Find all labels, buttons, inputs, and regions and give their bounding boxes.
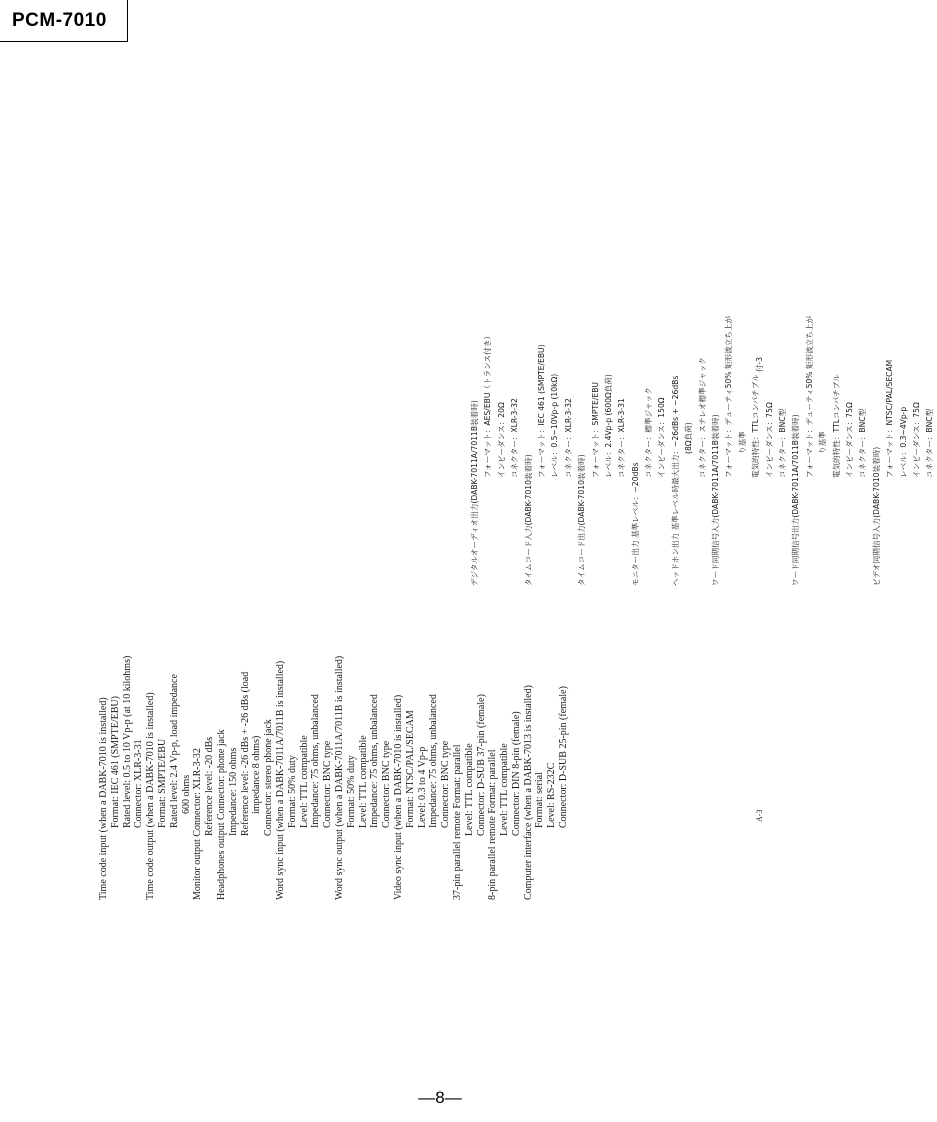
japanese-spec-line: インピーダンス：75Ω — [764, 402, 774, 478]
english-spec-line: Connector: D-SUB 37-pin (female) — [475, 694, 487, 836]
japanese-spec-line: 電気的特性：TTLコンパチブル — [831, 374, 841, 478]
model-title: PCM-7010 — [12, 10, 107, 31]
english-spec-line: Reference level: -26 dBs + -26 dBs (load — [239, 671, 251, 836]
english-spec-line: Impedance: 75 ohms, unbalanced — [428, 694, 440, 828]
japanese-spec-line: インピーダンス：150Ω — [657, 397, 667, 478]
japanese-spec-line: フォーマット：デューティ50% 矩形波立ち上が — [724, 315, 734, 478]
japanese-spec-line: (8Ω負荷) — [684, 422, 694, 454]
english-page-label: A-3 — [755, 809, 764, 822]
english-spec-line: Format: serial — [534, 772, 546, 828]
japanese-spec-line: インピーダンス：75Ω — [911, 402, 921, 478]
english-spec-line: Format: 50% duty — [286, 755, 298, 828]
english-spec-line: Time code input (when a DABK-7010 is installed) — [98, 697, 109, 900]
japanese-spec-line: コネクター：標準ジャック — [644, 387, 654, 478]
japanese-spec-line: モニター出力 基準レベル：−20dBs — [630, 462, 640, 586]
english-spec-line: Level: TTL compatible — [298, 735, 310, 828]
page-number: —8— — [418, 1088, 462, 1107]
japanese-spec-line: ワード同期信号出力(DABK-7011A/7011B装着時) — [791, 414, 801, 586]
japanese-spec-line: フォーマット：SMPTE/EBU — [590, 382, 600, 478]
japanese-spec-line: レベル：2.4Vp-p (600Ω負荷) — [603, 374, 613, 478]
japanese-spec-line: 電気的特性：TTLコンパチブル — [751, 374, 761, 478]
english-spec-line: Level: 0.3 to 4 Vp-p — [416, 746, 428, 828]
japanese-spec-line: コネクター：XLR-3-31 — [617, 398, 627, 478]
english-spec-line: Connector: XLR-3-31 — [133, 739, 145, 828]
english-spec-line: Reference level: -20 dBs — [204, 736, 216, 836]
japanese-spec-line: ワード同期信号入力(DABK-7011A/7011B装着時) — [711, 414, 721, 586]
english-spec-line: Level: RS-232C — [546, 762, 558, 828]
japanese-page-label: 付-3 — [755, 357, 764, 372]
english-spec-line: Video sync input (when a DABK-7010 is installed) — [392, 694, 404, 900]
english-spec-line: Headphones output Connector: phone jack — [215, 729, 227, 900]
english-spec-line: Time code output (when a DABK-7010 is installed) — [145, 692, 157, 900]
english-spec-line: Level: TTL compatible — [463, 743, 475, 836]
japanese-spec-line: コネクター：BNC型 — [777, 408, 787, 478]
english-spec-line: impedance 8 ohms) — [251, 735, 263, 814]
japanese-spec-line: フォーマット：IEC 461 (SMPTE/EBU) — [536, 344, 546, 478]
english-spec-line: Connector: DIN 8-pin (female) — [510, 711, 522, 836]
english-spec-line: Connector: BNC type — [322, 740, 334, 828]
english-spec-line: Connector: BNC type — [381, 740, 393, 828]
header-box — [0, 0, 128, 42]
english-spec-line: Impedance: 75 ohms, unbalanced — [369, 694, 381, 828]
japanese-spec-line: ビデオ同期信号入力(DABK-7010装着時) — [871, 446, 881, 586]
japanese-spec-line: デジタルオーディオ出力(DABK-7011A/7011B装着時) — [470, 400, 479, 586]
japanese-spec-line: コネクター：BNC型 — [858, 408, 868, 478]
english-spec-line: 37-pin parallel remote Format: parallel — [451, 744, 463, 900]
japanese-spec-line: フォーマット：デューティ50% 矩形波立ち上が — [804, 315, 814, 478]
japanese-spec-line: インピーダンス：20Ω — [496, 402, 506, 478]
english-spec-line: Format: SMPTE/EBU — [156, 738, 168, 828]
japanese-spec-line: コネクター：BNC型 — [925, 408, 935, 478]
english-spec-line: 600 ohms — [180, 774, 192, 814]
english-spec-line: Level: TTL compatible — [357, 735, 369, 828]
english-spec-line: Monitor output Connector: XLR-3-32 — [192, 748, 204, 900]
english-spec-line: Computer interface (when a DABK-7013 is installed) — [522, 685, 534, 900]
japanese-spec-column — [468, 146, 937, 586]
japanese-spec-line: インピーダンス：75Ω — [844, 402, 854, 478]
japanese-spec-line: フォーマット：AES/EBU（トランス付き） — [483, 332, 493, 478]
english-spec-line: Impedance: 150 ohms — [227, 747, 239, 836]
japanese-spec-line: コネクター：XLR-3-32 — [563, 398, 573, 478]
japanese-spec-line: タイムコード出力(DABK-7010装着時) — [577, 454, 587, 586]
english-spec-line: Format: 50% duty — [345, 755, 357, 828]
japanese-spec-line: タイムコード入力(DABK-7010装着時) — [523, 454, 533, 586]
english-spec-line: Connector: D-SUB 25-pin (female) — [558, 686, 570, 828]
japanese-spec-line: レベル：0.5~10Vp-p (10kΩ) — [550, 373, 560, 478]
english-spec-line: Level: TTL compatible — [499, 743, 511, 836]
japanese-spec-line: フォーマット：NTSC/PAL/SECAM — [885, 359, 895, 478]
japanese-spec-line: コネクター：XLR-3-32 — [510, 398, 520, 478]
japanese-spec-line: レベル：0.3~4Vp-p — [898, 406, 908, 478]
japanese-spec-line: ヘッドホン出力 基準レベル時最大出力：−26dBs + −26dBs — [670, 375, 680, 586]
japanese-spec-line: り基準 — [818, 431, 828, 454]
english-spec-line: 8-pin parallel remote Format: parallel — [487, 749, 499, 900]
english-spec-line: Format: IEC 461 (SMPTE/EBU) — [109, 696, 121, 828]
japanese-spec-line: り基準 — [737, 431, 747, 454]
english-spec-line: Impedance: 75 ohms, unbalanced — [310, 694, 322, 828]
english-spec-line: Connector: BNC type — [440, 740, 452, 828]
english-spec-line: Connector: stereo phone jack — [263, 719, 275, 836]
english-spec-line: Rated level: 0.5 to 10 Vp-p (at 10 kilohms) — [121, 655, 133, 828]
english-spec-line: Rated level: 2.4 Vp-p, load impedance — [168, 674, 180, 828]
english-spec-line: Word sync input (when a DABK-7011A/7011B is installed) — [274, 660, 286, 900]
english-spec-line: Word sync output (when a DABK-7011A/7011B is installed) — [333, 655, 345, 900]
english-spec-line: Format: NTSC/PAL/SECAM — [404, 710, 416, 828]
japanese-spec-line: コネクター：ステレオ標準ジャック — [697, 357, 707, 478]
